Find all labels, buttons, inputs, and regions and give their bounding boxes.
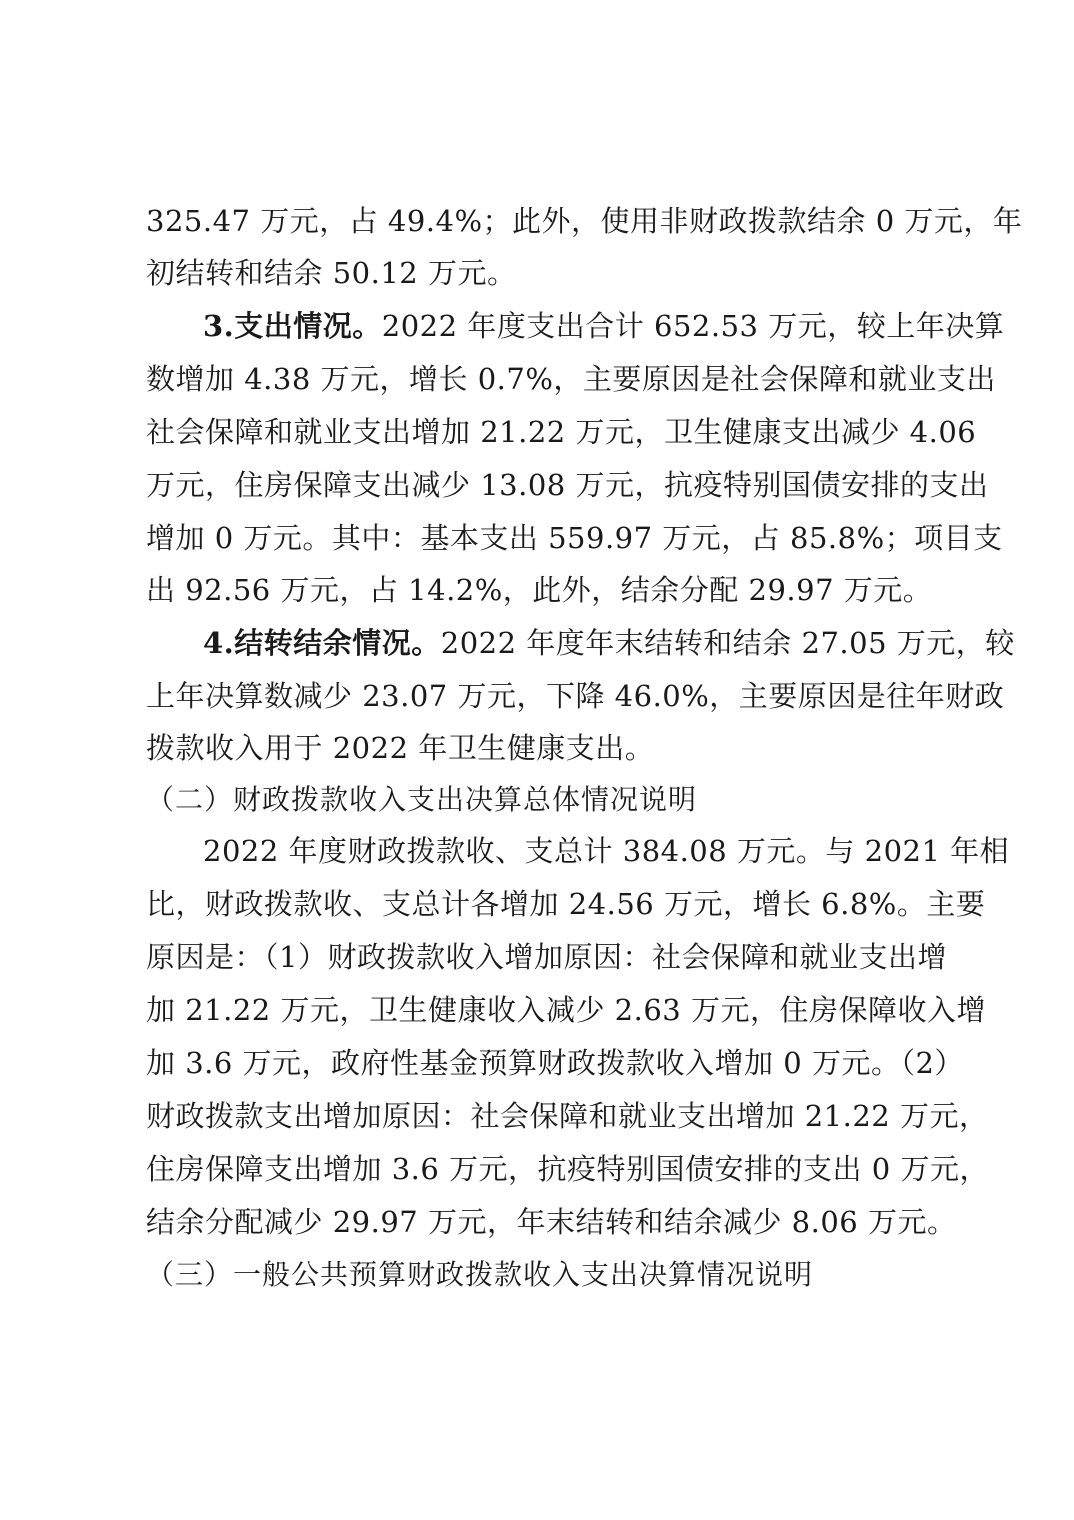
text-line: 出 92.56 万元，占 14.2%，此外，结余分配 29.97 万元。 <box>146 573 933 607</box>
text-line: 加 21.22 万元，卫生健康收入减少 2.63 万元，住房保障收入增 <box>146 993 986 1027</box>
text-line: 325.47 万元，占 49.4%；此外，使用非财政拨款结余 0 万元，年 <box>146 204 1023 238</box>
carryover-heading: 4.结转结余情况。 <box>203 626 441 660</box>
text-line: 万元，住房保障支出减少 13.08 万元，抗疫特别国债安排的支出 <box>146 468 989 502</box>
text-line: 2022 年度支出合计 652.53 万元，较上年决算 <box>381 309 1005 343</box>
text-line: 2022 年度财政拨款收、支总计 384.08 万元。与 2021 年相 <box>203 834 1010 868</box>
paragraph-carryover <box>203 623 1015 663</box>
section-heading-2: （二）财政拨款收入支出决算总体情况说明 <box>146 783 698 816</box>
text-line: 财政拨款支出增加原因：社会保障和就业支出增加 21.22 万元， <box>146 1099 989 1133</box>
text-line: 上年决算数减少 23.07 万元，下降 46.0%，主要原因是往年财政 <box>146 679 1005 713</box>
paragraph-expenditure <box>203 306 1005 346</box>
expenditure-heading: 3.支出情况。 <box>203 309 382 343</box>
text-line: 初结转和结余 50.12 万元。 <box>146 256 517 290</box>
text-line: 拨款收入用于 2022 年卫生健康支出。 <box>146 731 655 765</box>
text-line: 比，财政拨款收、支总计各增加 24.56 万元，增长 6.8%。主要 <box>146 887 986 921</box>
text-line: 结余分配减少 29.97 万元，年末结转和结余减少 8.06 万元。 <box>146 1205 957 1239</box>
text-line: 增加 0 万元。其中：基本支出 559.97 万元，占 85.8%；项目支 <box>146 521 1003 555</box>
text-line: 社会保障和就业支出增加 21.22 万元，卫生健康支出减少 4.06 <box>146 415 977 449</box>
section-heading-3: （三）一般公共预算财政拨款收入支出决算情况说明 <box>146 1258 814 1291</box>
text-line: 原因是：（1）财政拨款收入增加原因：社会保障和就业支出增 <box>146 940 947 974</box>
text-line: 数增加 4.38 万元，增长 0.7%，主要原因是社会保障和就业支出 <box>146 362 996 396</box>
text-line: 住房保障支出增加 3.6 万元，抗疫特别国债安排的支出 0 万元， <box>146 1152 989 1186</box>
text-line: 加 3.6 万元，政府性基金预算财政拨款收入增加 0 万元。（2） <box>146 1046 964 1080</box>
text-line: 2022 年度年末结转和结余 27.05 万元，较 <box>440 626 1015 660</box>
